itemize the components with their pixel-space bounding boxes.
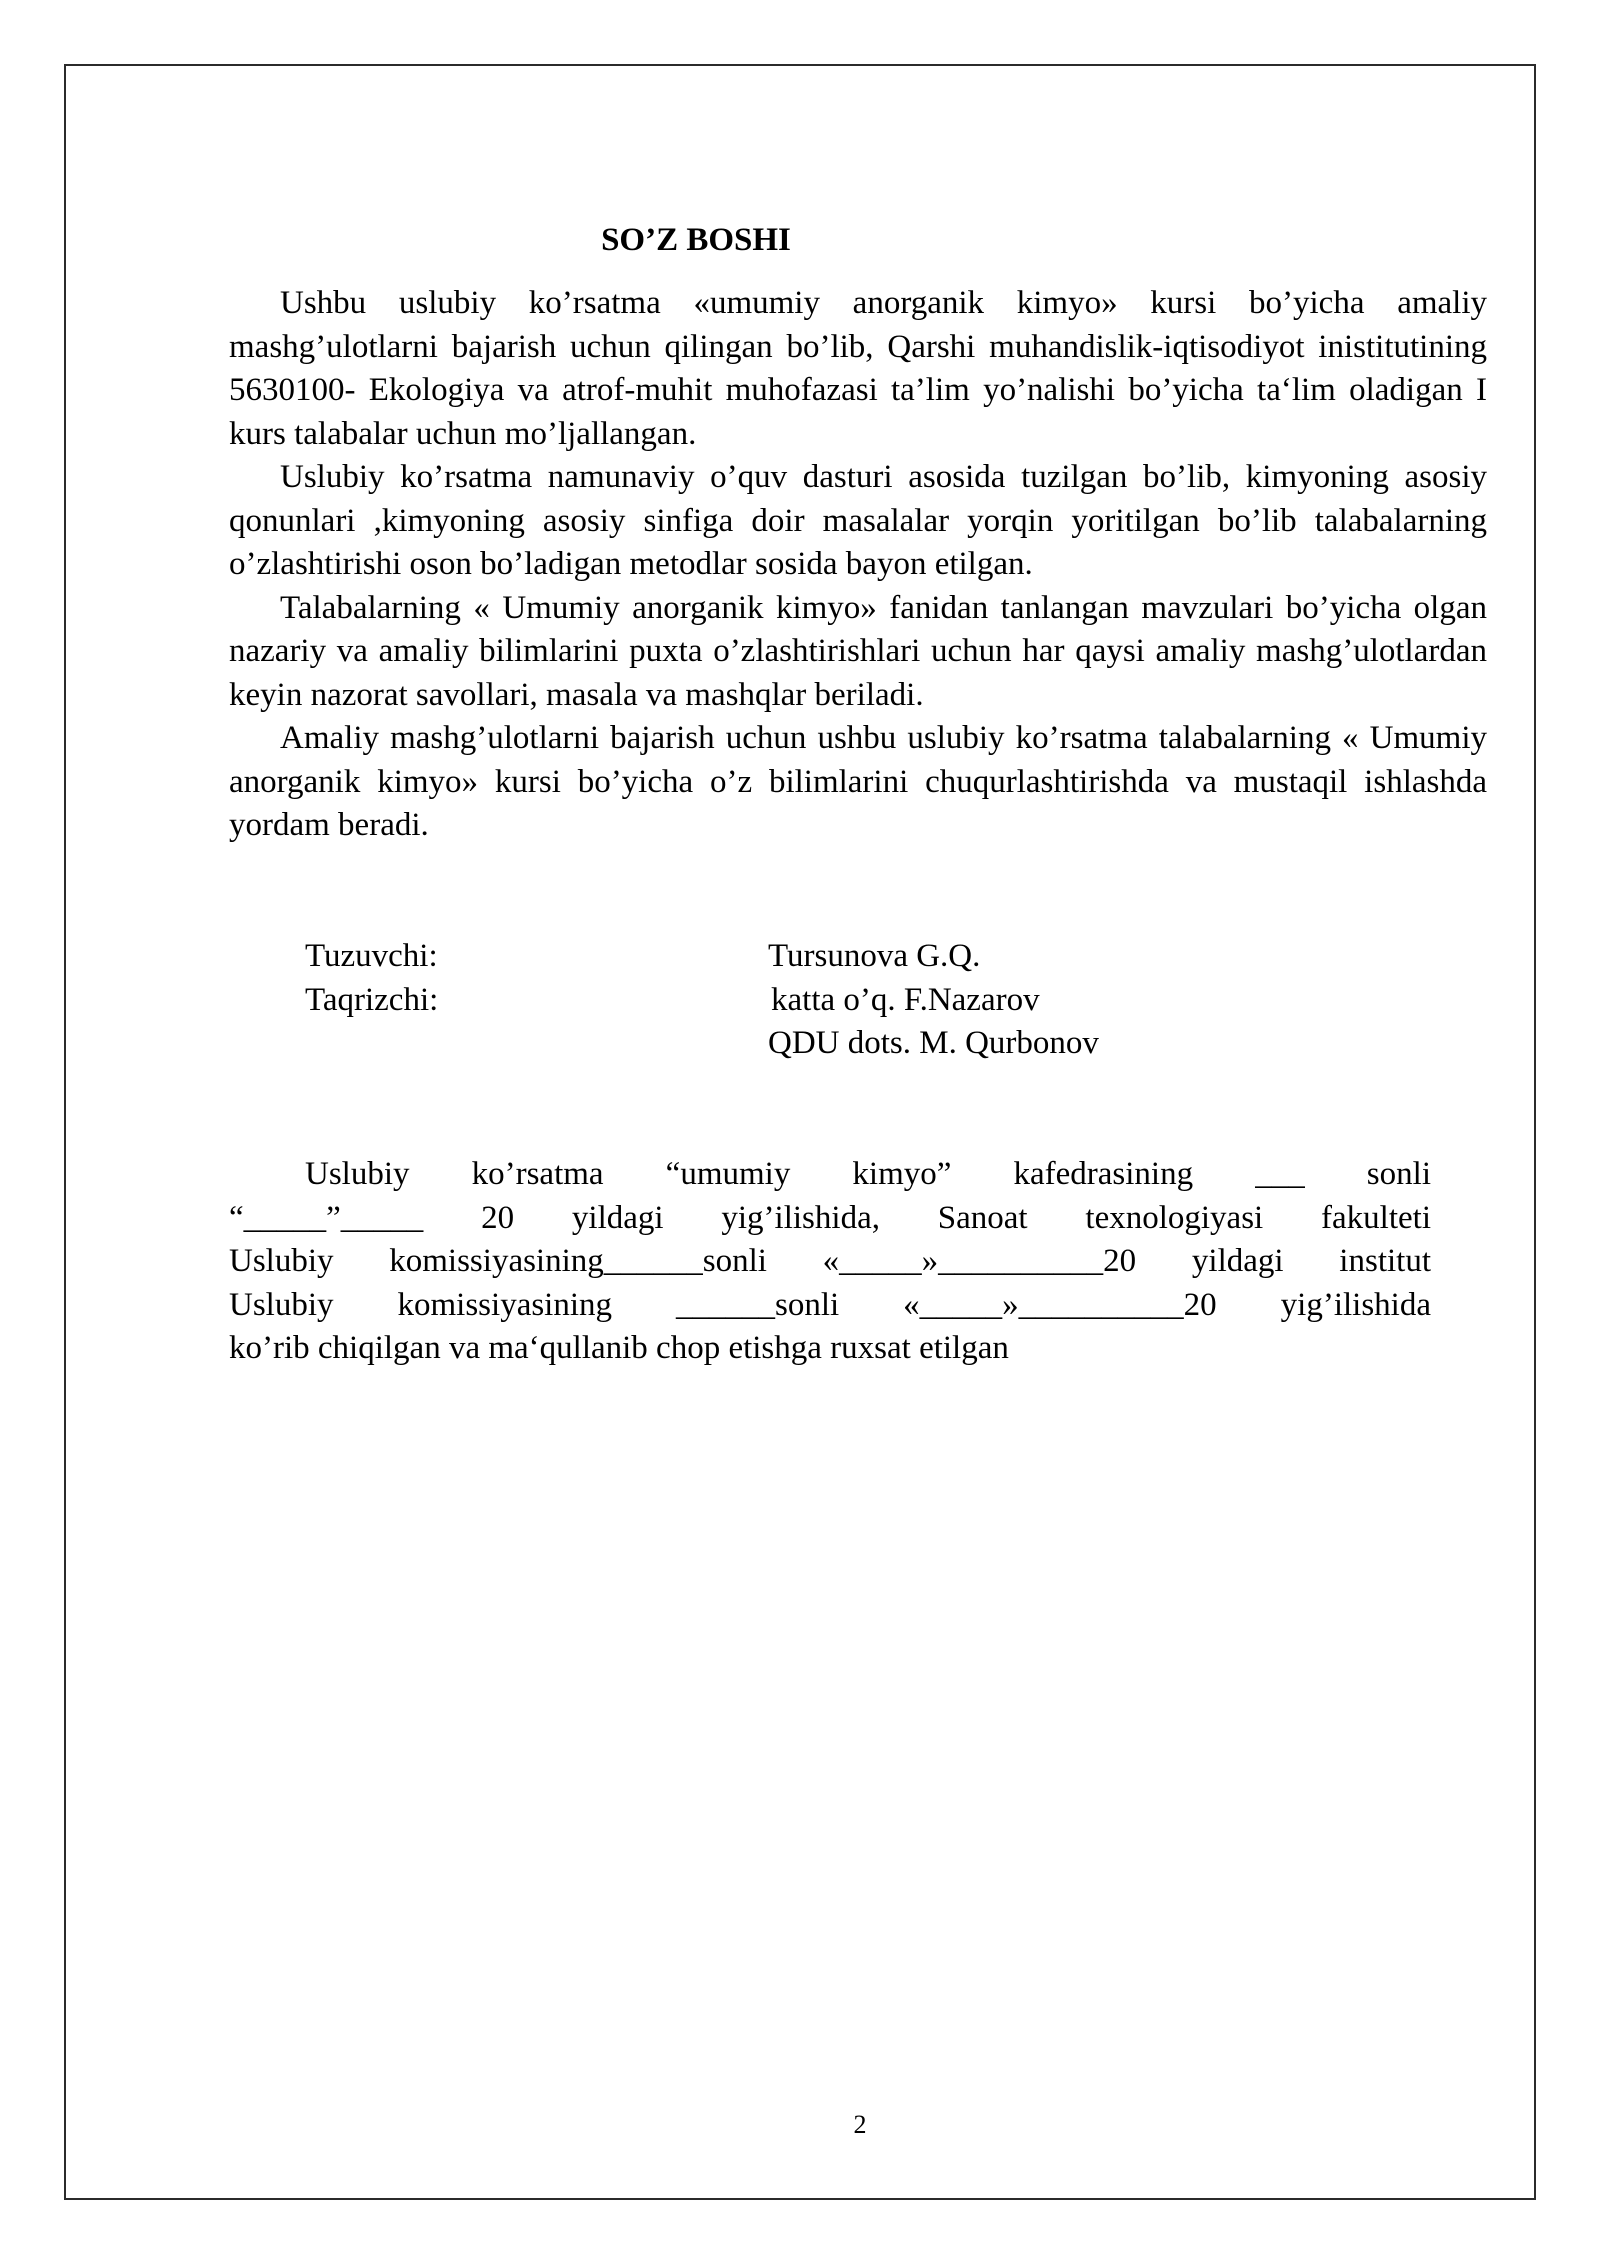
signer-name: katta o’q. F.Nazarov xyxy=(771,981,1040,1018)
signer-role xyxy=(305,1022,768,1066)
paragraph-3: Talabalarning « Umumiy anorganik kimyo» fanidan tanlangan mavzulari bo’yicha olgan nazariy va amaliy bilimlarini puxta o’zlashtirishlari uchun har qaysi amaliy mashg’ulotlardan keyin nazorat savollari, masala va mashqlar beriladi. xyxy=(229,589,1487,713)
signer-role: Taqrizchi: xyxy=(305,981,439,1018)
paragraph-1: Ushbu uslubiy ko’rsatma «umumiy anorganik kimyo» kursi bo’yicha amaliy mashg’ulotlarni bajarish uchun qilingan bo’lib, Qarshi muhandislik-iqtisodiyot inistitutining 5630100- Ekologiya va atrof-muhit muhofazasi ta’lim yo’nalishi bo’yicha ta‘lim oladigan I kurs talabalar uchun mo’ljallangan. xyxy=(229,285,1487,452)
approval-line-1: Uslubiy ko’rsatma “umumiy kimyo” kafedrasining ___ sonli xyxy=(305,1156,1431,1192)
signer-name: QDU dots. M. Qurbonov xyxy=(768,1025,1099,1061)
approval-line-2: “_____”_____ 20 yildagi yig’ilishida, Sanoat texnologiyasi fakulteti xyxy=(229,1199,1431,1236)
paragraph-2: Uslubiy ko’rsatma namunaviy o’quv dasturi asosida tuzilgan bo’lib, kimyoning asosiy qonunlari ,kimyoning asosiy sinfiga doir masalalar yorqin yoritilgan bo’lib talabalarning o’zlashtirishi oson bo’ladigan metodlar sosida bayon etilgan. xyxy=(229,459,1487,582)
signers-block xyxy=(305,935,1205,1066)
approval-statement xyxy=(229,1153,1431,1371)
page-number: 2 xyxy=(853,2110,867,2139)
signer-row-reviewer-2 xyxy=(305,1022,1205,1066)
preface-body xyxy=(229,282,1487,848)
signer-row-compiler xyxy=(305,935,1205,979)
signer-role: Tuzuvchi: xyxy=(305,938,438,974)
paragraph-4: Amaliy mashg’ulotlarni bajarish uchun ushbu uslubiy ko’rsatma talabalarning « Umumiy anorganik kimyo» kursi bo’yicha o’z bilimlarini chuqurlashtirishda va mustaqil ishlashda yordam beradi. xyxy=(229,720,1487,843)
approval-line-3: Uslubiy komissiyasining______sonli «_____»__________20 yildagi institut xyxy=(229,1243,1431,1279)
signer-name: Tursunova G.Q. xyxy=(768,938,981,974)
signer-row-reviewer xyxy=(305,979,1205,1023)
page-title: SO’Z BOSHI xyxy=(601,222,791,258)
approval-line-5: ko’rib chiqilgan va ma‘qullanib chop etishga ruxsat etilgan xyxy=(229,1330,1009,1366)
approval-line-4: Uslubiy komissiyasining ______sonli «_____»__________20 yig’ilishida xyxy=(229,1286,1431,1323)
